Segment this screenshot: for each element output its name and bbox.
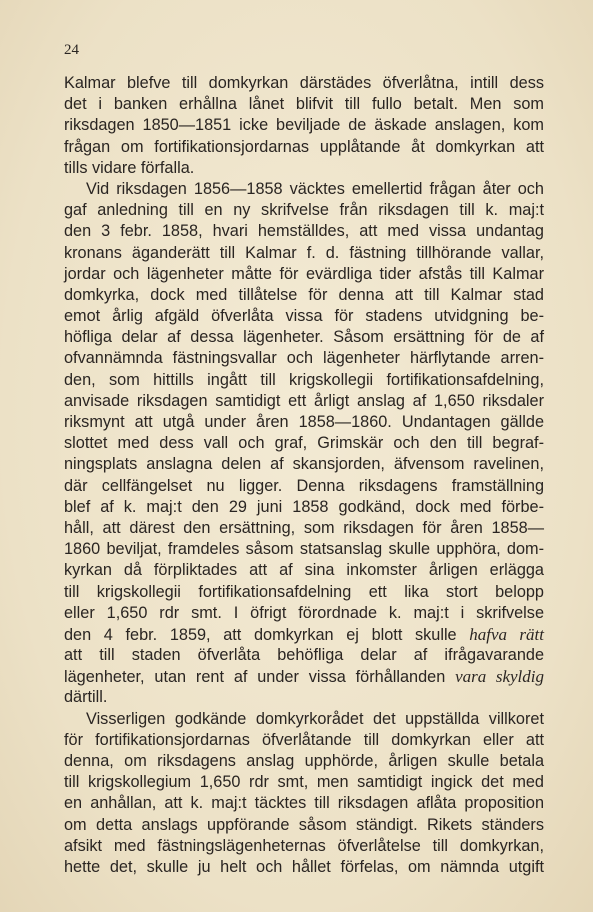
text-line-content: därtill. <box>64 688 108 707</box>
text-line-content: jordar och lägenheter måtte för evärdliga tider afstås till Kalmar <box>64 264 544 283</box>
text-line-content: riksdagen 1850—1851 icke beviljade de äskade anslagen, kom <box>64 116 544 135</box>
text-line-content: tills vidare förfalla. <box>64 158 195 177</box>
text-line <box>64 243 544 264</box>
text-line-content: blef af k. maj:t den 29 juni 1858 godkänd, dock med förbe- <box>64 497 544 516</box>
text-line <box>64 285 544 306</box>
text-line <box>64 221 544 242</box>
text-line-content: domkyrka, dock med tillåtelse för denna att till Kalmar stad <box>64 285 544 304</box>
text-line-content: eller 1,650 rdr smt. I öfrigt förordnade k. maj:t i skrifvelse <box>64 603 544 622</box>
emphasized-text: hafva rätt <box>469 624 544 644</box>
text-line-content: Vid riksdagen 1856—1858 väcktes emellertid frågan åter och <box>86 179 544 198</box>
text-line-content: den, som hittills ingått till krigskollegii fortifikationsafdelning, <box>64 370 544 389</box>
text-line <box>64 327 544 348</box>
text-line <box>64 539 544 560</box>
text-line <box>64 624 544 645</box>
text-line <box>64 412 544 433</box>
text-line <box>64 73 544 94</box>
text-line-content: till krigskollegium 1,650 rdr smt, men samtidigt ingick det med <box>64 773 544 792</box>
text-line <box>64 94 544 115</box>
text-line-content: kyrkan då förpliktades att af sina inkomster årligen erlägga <box>64 561 544 580</box>
text-line-content: ningsplats anslagna delen af skansjorden, äfvensom ravelinen, <box>64 455 544 474</box>
text-line <box>64 772 544 793</box>
text-line <box>64 200 544 221</box>
text-line <box>64 793 544 814</box>
text-line <box>64 815 544 836</box>
text-line <box>64 454 544 475</box>
text-line-content: emot årlig afgäld öfverlåta vissa för stadens utvidgning be- <box>64 307 544 326</box>
text-line <box>64 751 544 772</box>
body-text <box>64 73 544 878</box>
text-line-content: den 3 febr. 1858, hvari hemställdes, att med vissa undantag <box>64 222 544 241</box>
text-line <box>64 709 544 730</box>
text-line-content: 1860 beviljat, framdeles såsom statsanslag skulle upphöra, dom- <box>64 540 544 559</box>
text-line <box>64 687 544 708</box>
text-line <box>64 391 544 412</box>
text-line-content: Kalmar blefve till domkyrkan därstädes öfverlåtna, intill dess <box>64 74 544 92</box>
text-line-content: anvisade riksdagen samtidigt ett årligt anslag af 1,650 riksdaler <box>64 391 544 410</box>
text-line <box>64 603 544 624</box>
text-line-content: där cellfängelset nu ligger. Denna riksdagens framställning <box>64 476 544 495</box>
text-line-content: riksmynt att utgå under åren 1858—1860. Undantagen gällde <box>64 413 544 431</box>
text-line <box>64 497 544 518</box>
text-line <box>64 264 544 285</box>
text-line <box>64 370 544 391</box>
text-line <box>64 836 544 857</box>
text-line-content: det i banken erhållna lånet blifvit till fullo betalt. Men som <box>64 95 544 114</box>
text-line <box>64 179 544 200</box>
text-line <box>64 306 544 327</box>
text-line-content: frågan om fortifikationsjordarnas upplåtande åt domkyrkan att <box>64 137 544 156</box>
text-line <box>64 158 544 179</box>
text-line-content: kronans äganderätt till Kalmar f. d. fästning tillhörande vallar, <box>64 243 544 262</box>
text-line-content: ofvannämnda fästningsvallar och lägenheter härflytande arren- <box>64 349 544 368</box>
text-line-content: till krigskollegii fortifikationsafdelning ett lika stort belopp <box>64 582 544 601</box>
text-line <box>64 518 544 539</box>
text-line <box>64 137 544 158</box>
text-line <box>64 645 544 666</box>
text-line-content: höfliga delar af dessa lägenheter. Såsom ersättning för de af <box>64 328 544 347</box>
text-line-content: håll, att därest den ersättning, som riksdagen för åren 1858— <box>64 518 544 537</box>
text-line <box>64 857 544 878</box>
text-line-content: lägenheter, utan rent af under vissa förhållanden <box>64 668 446 687</box>
text-line-content: afsikt med fästningslägenheternas öfverlåtelse till domkyrkan, <box>64 836 544 855</box>
emphasized-text: vara skyldig <box>455 667 544 687</box>
text-line-content: den 4 febr. 1859, att domkyrkan ej blott skulle <box>64 625 457 644</box>
text-line-content: denna, om riksdagens anslag upphörde, årligen skulle betala <box>64 752 544 770</box>
text-line-content: gaf anledning till en ny skrifvelse från riksdagen till k. maj:t <box>64 201 544 220</box>
page-number: 24 <box>64 42 79 58</box>
text-line <box>64 476 544 497</box>
text-line <box>64 348 544 369</box>
text-line <box>64 666 544 687</box>
text-line <box>64 560 544 581</box>
text-line <box>64 582 544 603</box>
text-line <box>64 730 544 751</box>
text-line-content: för fortifikationsjordarnas öfverlåtande till domkyrkan eller att <box>64 730 544 749</box>
text-line-content: en anhållan, att k. maj:t täcktes till riksdagen aflåta proposition <box>64 794 544 813</box>
text-line-content: hette det, skulle ju helt och hållet förfelas, om nämnda utgift <box>64 857 544 876</box>
text-line-content: slottet med dess vall och graf, Grimskär och den till begraf- <box>64 434 544 453</box>
text-line-content: om detta anslags uppförande såsom ständigt. Rikets ständers <box>64 815 544 834</box>
text-line-content: Visserligen godkände domkyrkorådet det uppställda villkoret <box>86 709 544 728</box>
text-line-content: att till staden öfverlåta behöfliga delar af ifrågavarande <box>64 646 544 665</box>
text-line <box>64 433 544 454</box>
text-line <box>64 115 544 136</box>
